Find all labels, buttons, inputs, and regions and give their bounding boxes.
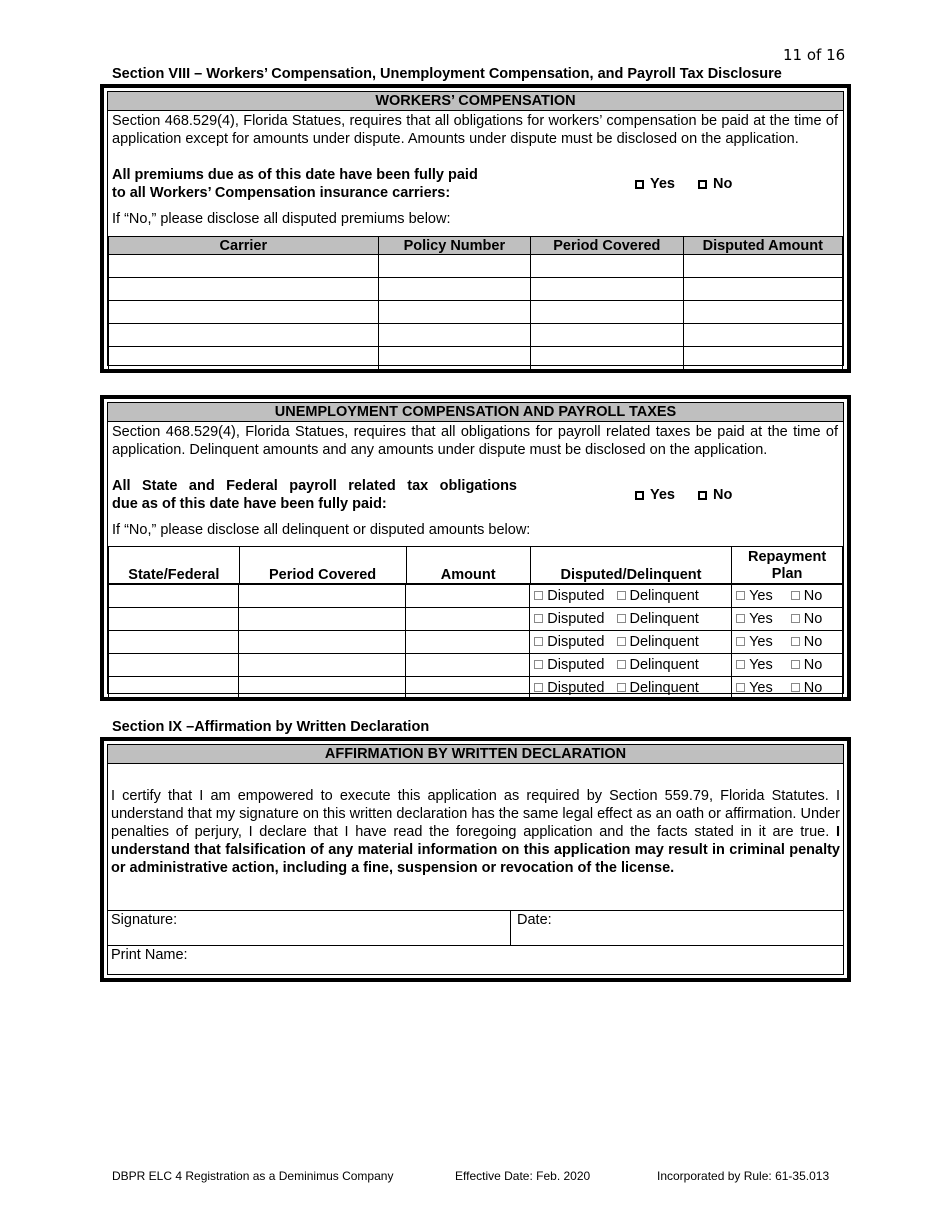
repayment-no-option[interactable] — [791, 634, 823, 650]
period-cell[interactable] — [239, 585, 406, 608]
question-line: to all Workers’ Compensation insurance carriers: — [112, 185, 451, 201]
unemployment-question — [112, 477, 517, 513]
delinquent-option[interactable] — [617, 657, 699, 673]
disputed-label: Disputed — [547, 634, 605, 650]
delinquent-option[interactable] — [617, 680, 699, 696]
print-name-field[interactable] — [108, 945, 843, 979]
checkbox-icon[interactable] — [635, 491, 644, 500]
yes-label: Yes — [650, 176, 675, 192]
checkbox-icon[interactable] — [617, 637, 626, 646]
wc-no-option[interactable] — [698, 176, 732, 192]
period-cell[interactable] — [531, 301, 683, 324]
repayment-no-option[interactable] — [791, 611, 823, 627]
workers-comp-box — [100, 84, 851, 373]
disputed-option[interactable] — [534, 680, 604, 696]
page-number: 11 of 16 — [783, 46, 846, 64]
wc-disputed-table — [108, 236, 843, 370]
repayment-plan-cell — [732, 585, 843, 608]
policy-cell[interactable] — [378, 324, 530, 347]
checkbox-icon[interactable] — [534, 591, 543, 600]
carrier-cell[interactable] — [109, 347, 379, 370]
amount-cell[interactable] — [683, 301, 842, 324]
state-federal-cell[interactable] — [109, 631, 239, 654]
no-label: No — [713, 487, 733, 503]
affirmation-box — [100, 737, 851, 982]
checkbox-icon[interactable] — [736, 637, 745, 646]
yes-label: Yes — [749, 680, 773, 696]
uc-yes-option[interactable] — [635, 487, 675, 503]
carrier-cell[interactable] — [109, 301, 379, 324]
signature-row — [108, 910, 843, 946]
table-row — [109, 301, 843, 324]
table-row — [109, 585, 843, 608]
signature-field[interactable] — [108, 911, 511, 945]
repayment-plan-cell — [732, 631, 843, 654]
amount-cell[interactable] — [406, 677, 530, 700]
amount-cell[interactable] — [683, 278, 842, 301]
checkbox-icon[interactable] — [736, 614, 745, 623]
amount-cell[interactable] — [406, 608, 530, 631]
date-label: Date: — [517, 912, 552, 928]
column-header: Carrier — [109, 237, 379, 255]
yes-label: Yes — [749, 588, 773, 604]
amount-cell[interactable] — [406, 585, 530, 608]
disputed-option[interactable] — [534, 588, 604, 604]
policy-cell[interactable] — [378, 255, 530, 278]
table-row — [109, 255, 843, 278]
yes-label: Yes — [749, 657, 773, 673]
table-row — [109, 677, 843, 700]
question-line: due as of this date have been fully paid: — [112, 496, 387, 512]
repayment-plan-cell — [732, 677, 843, 700]
delinquent-label: Delinquent — [629, 680, 699, 696]
period-cell[interactable] — [239, 608, 406, 631]
disputed-delinquent-cell — [530, 608, 732, 631]
checkbox-icon[interactable] — [736, 660, 745, 669]
yes-label: Yes — [749, 634, 773, 650]
amount-cell[interactable] — [683, 347, 842, 370]
uc-rows — [108, 584, 843, 700]
checkbox-icon[interactable] — [617, 614, 626, 623]
affirmation-text — [111, 787, 840, 877]
disputed-delinquent-cell — [530, 631, 732, 654]
column-header: State/Federal — [109, 547, 240, 584]
table-row — [109, 631, 843, 654]
checkbox-icon[interactable] — [617, 683, 626, 692]
disputed-option[interactable] — [534, 634, 604, 650]
checkbox-icon[interactable] — [534, 637, 543, 646]
repayment-yes-option[interactable] — [736, 588, 773, 604]
section-8-title: Section VIII – Workers’ Compensation, Unemployment Compensation, and Payroll Tax Disclosure — [112, 66, 782, 82]
affirmation-text-normal: I certify that I am empowered to execute this application as required by Section 559.79, Florida Statutes. I understand that my signature on this written declaration has the same legal effect as an oath or affirmation. Under penalties of perjury, I declare that I have read the foregoing application and the facts stated in it are true. — [111, 788, 840, 840]
date-field[interactable] — [511, 911, 843, 945]
delinquent-label: Delinquent — [629, 634, 699, 650]
checkbox-icon[interactable] — [534, 614, 543, 623]
signature-label: Signature: — [111, 912, 178, 928]
policy-cell[interactable] — [378, 301, 530, 324]
workers-comp-header: WORKERS’ COMPENSATION — [108, 92, 843, 111]
repayment-yes-option[interactable] — [736, 657, 773, 673]
period-cell[interactable] — [531, 278, 683, 301]
checkbox-icon[interactable] — [791, 637, 800, 646]
workers-comp-question — [112, 166, 478, 202]
state-federal-cell[interactable] — [109, 608, 239, 631]
disputed-delinquent-cell — [530, 677, 732, 700]
repayment-no-option[interactable] — [791, 657, 823, 673]
question-line: All State and Federal payroll related tax obligations — [112, 478, 517, 494]
repayment-yes-option[interactable] — [736, 680, 773, 696]
footer-effective-date: Effective Date: Feb. 2020 — [455, 1169, 591, 1183]
table-row — [109, 654, 843, 677]
checkbox-icon[interactable] — [617, 591, 626, 600]
disputed-option[interactable] — [534, 611, 604, 627]
period-cell[interactable] — [239, 654, 406, 677]
column-header: Amount — [406, 547, 530, 584]
checkbox-icon[interactable] — [617, 660, 626, 669]
footer-form-name: DBPR ELC 4 Registration as a Deminimus Company — [112, 1169, 394, 1183]
no-label: No — [803, 588, 823, 604]
table-row — [109, 278, 843, 301]
checkbox-icon[interactable] — [791, 591, 800, 600]
question-line: All premiums due as of this date have been fully paid — [112, 167, 478, 183]
period-cell[interactable] — [531, 347, 683, 370]
uc-rows-table — [108, 584, 843, 700]
state-federal-cell[interactable] — [109, 677, 239, 700]
wc-yes-option[interactable] — [635, 176, 675, 192]
unemployment-intro: Section 468.529(4), Florida Statues, requires that all obligations for payroll related taxes be paid at the time of application. Delinquent amounts and any amounts under dispute must be disclosed on the application. — [112, 424, 838, 458]
column-header: Disputed Amount — [683, 237, 842, 255]
repayment-plan-cell — [732, 654, 843, 677]
no-label: No — [803, 611, 823, 627]
carrier-cell[interactable] — [109, 278, 379, 301]
checkbox-icon[interactable] — [635, 180, 644, 189]
yes-label: Yes — [749, 611, 773, 627]
checkbox-icon[interactable] — [736, 591, 745, 600]
table-row — [109, 608, 843, 631]
checkbox-icon[interactable] — [791, 614, 800, 623]
delinquent-label: Delinquent — [629, 588, 699, 604]
delinquent-option[interactable] — [617, 611, 699, 627]
delinquent-option[interactable] — [617, 634, 699, 650]
uc-no-option[interactable] — [698, 487, 732, 503]
affirmation-header: AFFIRMATION BY WRITTEN DECLARATION — [108, 745, 843, 764]
delinquent-label: Delinquent — [629, 611, 699, 627]
column-header: Period Covered — [531, 237, 683, 255]
uc-disclose-instruction: If “No,” please disclose all delinquent or disputed amounts below: — [112, 522, 531, 538]
period-cell[interactable] — [239, 631, 406, 654]
checkbox-icon[interactable] — [791, 683, 800, 692]
disputed-label: Disputed — [547, 657, 605, 673]
checkbox-icon[interactable] — [698, 491, 707, 500]
checkbox-icon[interactable] — [791, 660, 800, 669]
period-cell[interactable] — [531, 324, 683, 347]
column-header: Policy Number — [378, 237, 530, 255]
repayment-yes-option[interactable] — [736, 611, 773, 627]
footer-rule: Incorporated by Rule: 61-35.013 — [657, 1169, 830, 1183]
repayment-no-option[interactable] — [791, 588, 823, 604]
carrier-cell[interactable] — [109, 324, 379, 347]
checkbox-icon[interactable] — [534, 660, 543, 669]
disputed-option[interactable] — [534, 657, 604, 673]
disputed-delinquent-cell — [530, 654, 732, 677]
policy-cell[interactable] — [378, 278, 530, 301]
wc-disclose-instruction: If “No,” please disclose all disputed premiums below: — [112, 211, 451, 227]
no-label: No — [803, 657, 823, 673]
disputed-label: Disputed — [547, 680, 605, 696]
no-label: No — [803, 680, 823, 696]
disputed-delinquent-cell — [530, 585, 732, 608]
checkbox-icon[interactable] — [534, 683, 543, 692]
repayment-plan-cell — [732, 608, 843, 631]
uc-amounts-table — [108, 546, 843, 584]
delinquent-option[interactable] — [617, 588, 699, 604]
checkbox-icon[interactable] — [698, 180, 707, 189]
column-header: Repayment Plan — [732, 547, 843, 584]
affirmation-text-bold: I understand that falsification of any material information on this application may result in criminal penalty or administrative action, including a fine, suspension or revocation of the license. — [111, 824, 840, 876]
unemployment-header: UNEMPLOYMENT COMPENSATION AND PAYROLL TAXES — [108, 403, 843, 422]
repayment-yes-option[interactable] — [736, 634, 773, 650]
checkbox-icon[interactable] — [736, 683, 745, 692]
state-federal-cell[interactable] — [109, 654, 239, 677]
policy-cell[interactable] — [378, 347, 530, 370]
period-cell[interactable] — [239, 677, 406, 700]
amount-cell[interactable] — [406, 631, 530, 654]
workers-comp-intro: Section 468.529(4), Florida Statues, requires that all obligations for workers’ compensation be paid at the time of application except for amounts under dispute. Amounts under dispute must be disclosed on the application. — [112, 113, 838, 147]
amount-cell[interactable] — [683, 324, 842, 347]
no-label: No — [803, 634, 823, 650]
disputed-label: Disputed — [547, 588, 605, 604]
column-header: Disputed/Delinquent — [530, 547, 731, 584]
table-row — [109, 347, 843, 370]
period-cell[interactable] — [531, 255, 683, 278]
no-label: No — [713, 176, 733, 192]
state-federal-cell[interactable] — [109, 585, 239, 608]
amount-cell[interactable] — [683, 255, 842, 278]
section-9-title: Section IX –Affirmation by Written Declaration — [112, 719, 430, 735]
disputed-label: Disputed — [547, 611, 605, 627]
amount-cell[interactable] — [406, 654, 530, 677]
yes-label: Yes — [650, 487, 675, 503]
table-row — [109, 324, 843, 347]
column-header: Period Covered — [239, 547, 406, 584]
repayment-no-option[interactable] — [791, 680, 823, 696]
print-name-label: Print Name: — [111, 947, 188, 963]
delinquent-label: Delinquent — [629, 657, 699, 673]
unemployment-box — [100, 395, 851, 701]
carrier-cell[interactable] — [109, 255, 379, 278]
